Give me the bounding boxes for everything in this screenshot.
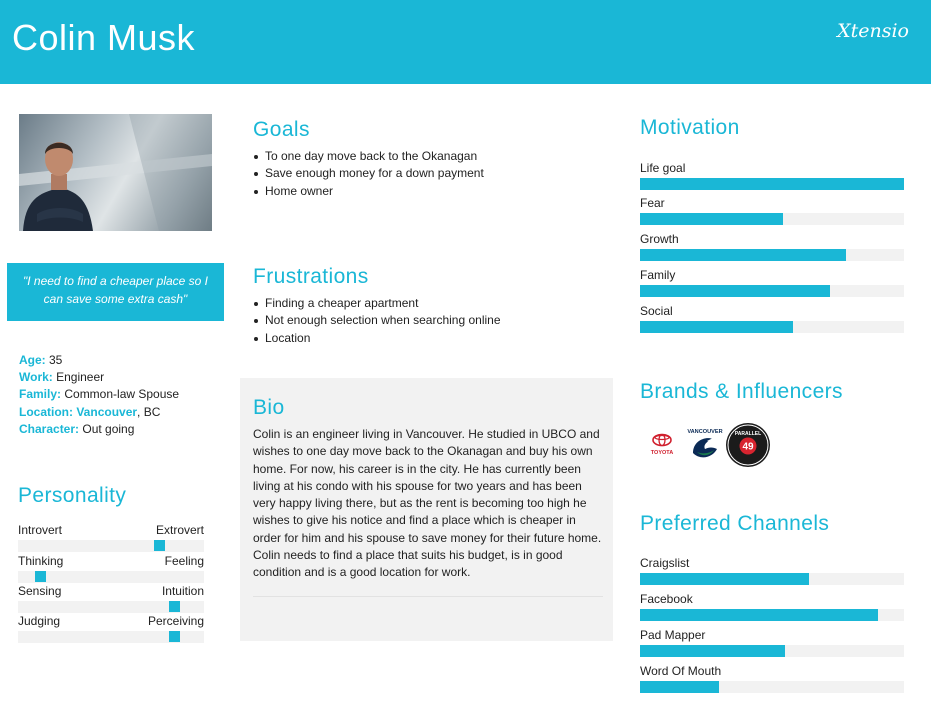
toyota-logo-icon [640,423,684,467]
frustrations-list [253,295,501,347]
svg-text:VANCOUVER: VANCOUVER [687,429,723,435]
motivation-bar-track [640,213,904,225]
motivation-bar-label: Life goal [640,161,686,175]
goals-heading: Goals [253,118,310,141]
motivation-bar-track [640,249,904,261]
trait-slider-track [18,601,204,613]
motivation-bar-track [640,321,904,333]
channel-bar-track [640,681,904,693]
fact-location: Location: Vancouver, BC [19,404,161,419]
header-banner [0,0,931,84]
fact-work: Work: Engineer [19,370,105,385]
motivation-bar-label: Family [640,268,676,282]
channel-bar-track [640,609,904,621]
motivation-bar-track [640,285,904,297]
goals-list [253,148,484,200]
channel-bar-track [640,573,904,585]
channel-bar-label: Pad Mapper [640,628,706,642]
trait-right-label: Intuition [161,584,204,598]
trait-slider-knob [154,540,165,551]
motivation-bar-fill [640,285,830,297]
motivation-bar-fill [640,249,846,261]
list-item: Not enough selection when searching online [253,312,501,329]
brands-heading: Brands & Influencers [640,380,843,403]
list-item: Save enough money for a down payment [253,165,484,182]
vancouver-canucks-logo-icon [683,423,727,467]
trait-slider-knob [169,631,180,642]
motivation-bar-label: Social [640,304,673,318]
motivation-bar-label: Fear [640,196,665,210]
list-item: Home owner [253,183,484,200]
trait-slider-track [18,571,204,583]
parallel-49-logo-icon [726,423,770,467]
channel-bar-label: Word Of Mouth [640,664,722,678]
bio-heading: Bio [253,396,285,419]
persona-quote: "I need to find a cheaper place so I can save some extra cash" [7,263,224,321]
motivation-bar-track [640,178,904,190]
persona-name: Colin Musk [12,17,196,58]
channel-bar-fill [640,573,809,585]
trait-right-label: Feeling [164,554,204,568]
bio-text: Colin is an engineer living in Vancouver. He studied in UBCO and wishes to one day move back to the Okanagan and buy his own home. For now, his career is in the city. He has currently been living at his condo with his spouse for two years and has been very happy living there, but as the rent is becoming too high he wishes to give his notice and find a place which is cheaper in order for him and his spouse to save money for their future home. Colin needs to find a place that suits his budget, is in good condition and is a good location for work. [253,427,602,580]
trait-left-label: Introvert [18,523,63,537]
channels-heading: Preferred Channels [640,512,830,535]
list-item: Location [253,330,501,347]
trait-slider-knob [169,601,180,612]
channel-bar-fill [640,681,719,693]
trait-left-label: Thinking [18,554,64,568]
bio-divider [253,596,603,597]
svg-text:49: 49 [742,441,754,453]
fact-age: Age: 35 [19,353,63,367]
channel-bar-fill [640,609,878,621]
trait-right-label: Extrovert [155,523,204,537]
trait-slider-track [18,631,204,643]
personality-heading: Personality [18,484,127,507]
svg-text:PARALLEL: PARALLEL [734,431,762,437]
motivation-heading: Motivation [640,116,740,139]
svg-text:TOYOTA: TOYOTA [650,450,674,456]
persona-facts [19,352,179,438]
trait-slider-knob [35,571,46,582]
channel-bar-label: Craigslist [640,556,690,570]
trait-slider-track [18,540,204,552]
channel-bar-track [640,645,904,657]
fact-character: Character: Out going [19,421,135,436]
trait-right-label: Perceiving [147,614,204,628]
trait-left-label: Sensing [18,584,62,598]
channel-bar-label: Facebook [640,592,693,606]
xtensio-logo[interactable]: Xtensio [837,20,909,42]
motivation-bar-fill [640,178,904,190]
channel-bar-fill [640,645,785,657]
list-item: Finding a cheaper apartment [253,295,501,312]
persona-photo [19,114,212,231]
motivation-bar-label: Growth [640,232,679,246]
motivation-bar-fill [640,213,783,225]
list-item: To one day move back to the Okanagan [253,148,484,165]
frustrations-heading: Frustrations [253,265,369,288]
motivation-bar-fill [640,321,793,333]
fact-family: Family: Common-law Spouse [19,387,180,402]
trait-left-label: Judging [18,614,61,628]
